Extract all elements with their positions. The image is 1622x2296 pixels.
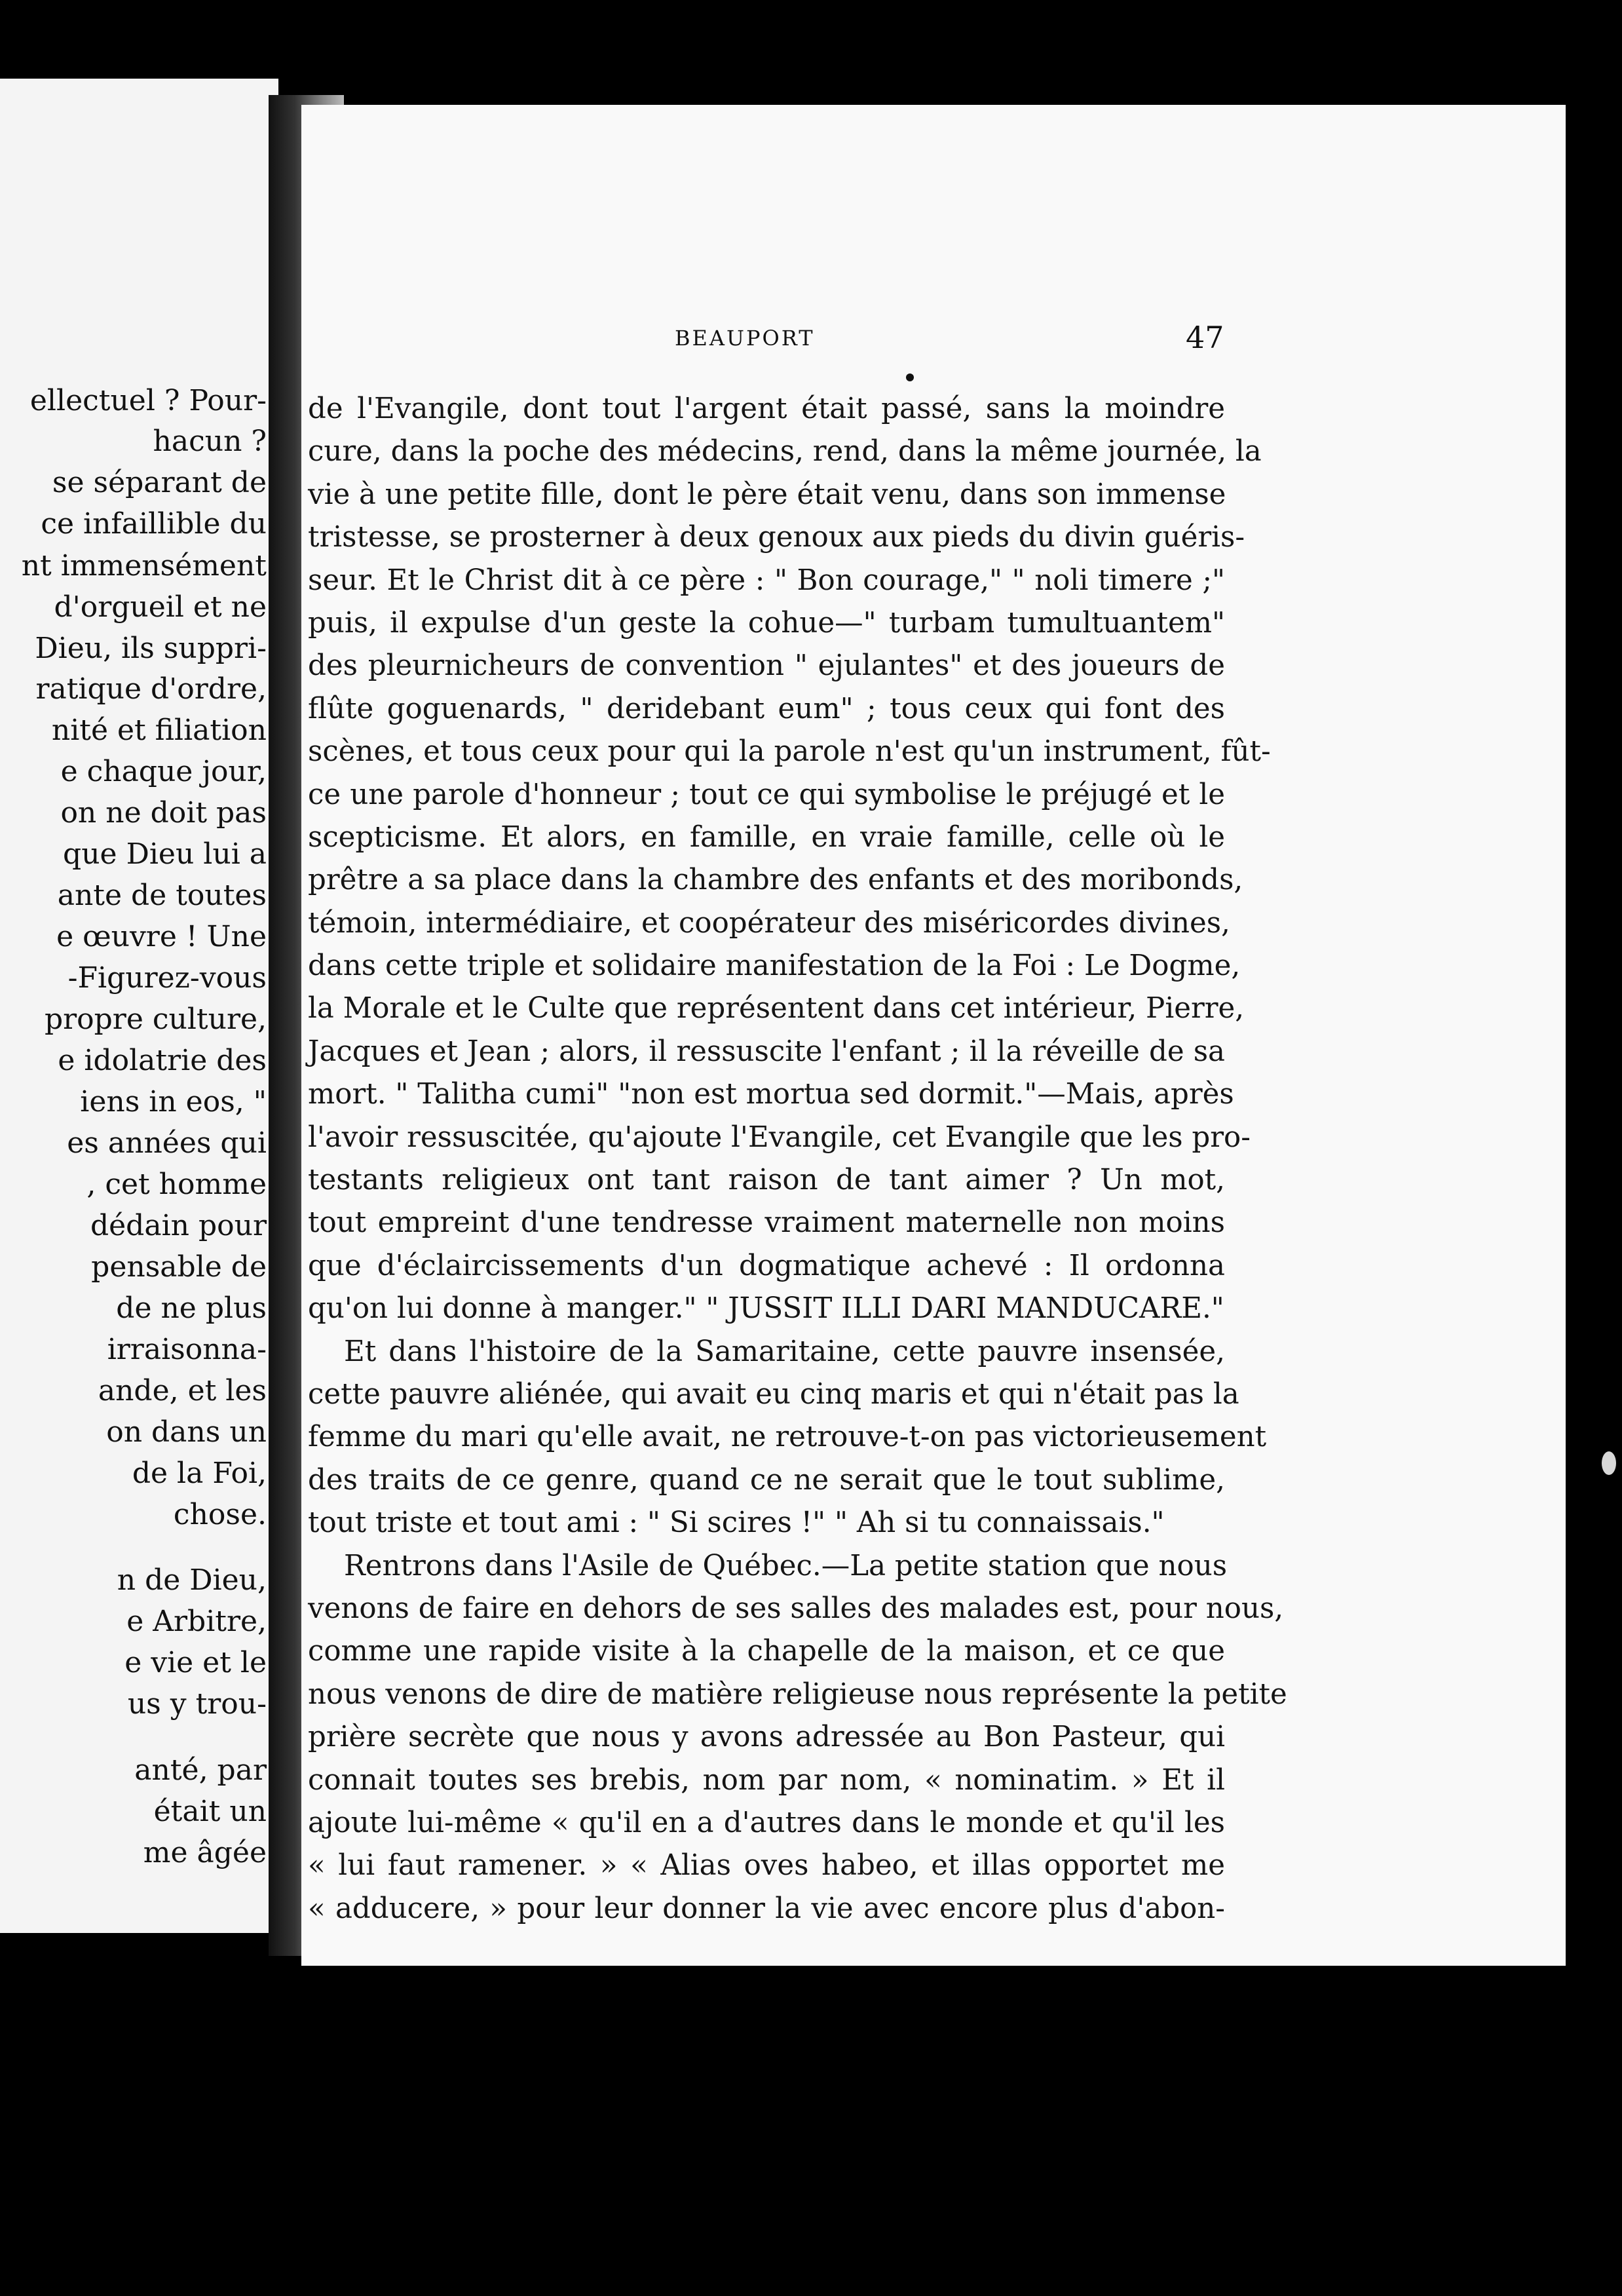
body-line: vie à une petite fille, dont le père était venu, dans son immense bbox=[308, 478, 1226, 511]
body-line: scepticisme. Et alors, en famille, en vraie famille, celle où le bbox=[308, 820, 1225, 854]
left-page-line: -Figurez-vous bbox=[67, 961, 267, 995]
left-page-line: que Dieu lui a bbox=[63, 837, 267, 871]
left-page-line: de la Foi, bbox=[132, 1457, 267, 1490]
body-line: des traits de ce genre, quand ce ne serait que le tout sublime, bbox=[308, 1463, 1225, 1497]
body-line: de l'Evangile, dont tout l'argent était passé, sans la moindre bbox=[308, 392, 1225, 425]
body-line: puis, il expulse d'un geste la cohue—" turbam tumultuantem" bbox=[308, 606, 1225, 640]
body-line: flûte goguenards, " deridebant eum" ; tous ceux qui font des bbox=[308, 692, 1225, 725]
scan-speck bbox=[1602, 1451, 1616, 1475]
left-page-line: hacun ? bbox=[153, 425, 267, 458]
body-line: testants religieux ont tant raison de tant aimer ? Un mot, bbox=[308, 1164, 1225, 1197]
body-line: Rentrons dans l'Asile de Québec.—La petite station que nous bbox=[344, 1549, 1228, 1582]
left-page-line: de ne plus bbox=[116, 1292, 267, 1325]
body-line: cure, dans la poche des médecins, rend, dans la même journée, la bbox=[308, 435, 1262, 469]
body-line: prière secrète que nous y avons adressée au Bon Pasteur, qui bbox=[308, 1721, 1225, 1754]
body-line: tout triste et tout ami : " Si scires !" " Ah si tu connaissais." bbox=[308, 1506, 1165, 1540]
left-page-line: iens in eos, " bbox=[80, 1085, 267, 1119]
left-page-line: dédain pour bbox=[90, 1209, 267, 1242]
left-page-line: était un bbox=[153, 1795, 267, 1828]
left-page-line: ce infaillible du bbox=[41, 507, 267, 541]
body-line: « lui faut ramener. » « Alias oves habeo, et illas opportet me bbox=[308, 1849, 1225, 1883]
body-line: nous venons de dire de matière religieuse nous représente la petite bbox=[308, 1677, 1287, 1711]
body-line: « adducere, » pour leur donner la vie avec encore plus d'abon- bbox=[308, 1892, 1225, 1925]
body-line: scènes, et tous ceux pour qui la parole n'est qu'un instrument, fût- bbox=[308, 735, 1271, 769]
left-page-line: n de Dieu, bbox=[117, 1563, 267, 1597]
left-page-line: e vie et le bbox=[124, 1646, 267, 1679]
left-page-line: es années qui bbox=[67, 1126, 267, 1160]
body-line: ajoute lui-même « qu'il en a d'autres dans le monde et qu'il les bbox=[308, 1806, 1225, 1839]
body-line: venons de faire en dehors de ses salles des malades est, pour nous, bbox=[308, 1592, 1284, 1625]
left-page-line: pensable de bbox=[91, 1250, 267, 1284]
left-page-line: on ne doit pas bbox=[60, 796, 267, 830]
body-line: la Morale et le Culte que représentent dans cet intérieur, Pierre, bbox=[308, 992, 1245, 1025]
body-line: Jacques et Jean ; alors, il ressuscite l'enfant ; il la réveille de sa bbox=[308, 1035, 1225, 1068]
left-page-line: , cet homme bbox=[86, 1168, 267, 1201]
body-line: témoin, intermédiaire, et coopérateur des miséricordes divines, bbox=[308, 906, 1230, 940]
left-page-line: irraisonna- bbox=[107, 1333, 267, 1366]
left-page-line: us y trou- bbox=[127, 1687, 267, 1721]
body-line: mort. " Talitha cumi" "non est mortua sed dormit."—Mais, après bbox=[308, 1078, 1234, 1111]
body-text bbox=[308, 388, 1287, 1930]
body-line: ce une parole d'honneur ; tout ce qui symbolise le préjugé et le bbox=[308, 778, 1225, 811]
left-page-line: ante de toutes bbox=[57, 879, 267, 912]
left-page-line: me âgée bbox=[143, 1836, 267, 1869]
page-number: 47 bbox=[1186, 320, 1224, 355]
left-page bbox=[0, 79, 278, 1933]
body-line: tristesse, se prosterner à deux genoux aux pieds du divin guéris- bbox=[308, 521, 1245, 554]
left-page-line: nt immensément bbox=[21, 549, 267, 583]
body-line: que d'éclaircissements d'un dogmatique achevé : Il ordonna bbox=[308, 1249, 1225, 1282]
left-page-line: e idolatrie des bbox=[58, 1044, 267, 1077]
left-page-line: ellectuel ? Pour- bbox=[29, 384, 267, 417]
body-line: l'avoir ressuscitée, qu'ajoute l'Evangile, cet Evangile que les pro- bbox=[308, 1120, 1251, 1154]
left-page-line: propre culture, bbox=[44, 1003, 267, 1036]
left-page-line: ratique d'ordre, bbox=[35, 672, 267, 706]
body-line: dans cette triple et solidaire manifestation de la Foi : Le Dogme, bbox=[308, 949, 1241, 983]
body-line: des pleurnicheurs de convention " ejulantes" et des joueurs de bbox=[308, 649, 1225, 683]
left-page-line: d'orgueil et ne bbox=[54, 590, 267, 624]
body-line: qu'on lui donne à manger." " JUSSIT ILLI DARI MANDUCARE." bbox=[308, 1292, 1224, 1326]
running-head: BEAUPORT bbox=[675, 326, 815, 351]
body-line: femme du mari qu'elle avait, ne retrouve-t-on pas victorieusement bbox=[308, 1421, 1267, 1454]
left-page-line: ande, et les bbox=[98, 1374, 267, 1407]
left-page-line: e Arbitre, bbox=[126, 1605, 267, 1638]
left-page-line: Dieu, ils suppri- bbox=[35, 632, 267, 665]
left-page-line: on dans un bbox=[106, 1415, 267, 1449]
body-line: prêtre a sa place dans la chambre des enfants et des moribonds, bbox=[308, 864, 1243, 897]
left-page-line: chose. bbox=[173, 1498, 267, 1531]
left-page-line: e œuvre ! Une bbox=[56, 920, 267, 953]
printing-mark bbox=[906, 373, 914, 381]
left-page-line: e chaque jour, bbox=[60, 755, 267, 788]
left-page-line: nité et filiation bbox=[51, 714, 267, 747]
body-line: Et dans l'histoire de la Samaritaine, cette pauvre insensée, bbox=[344, 1335, 1225, 1368]
body-line: cette pauvre aliénée, qui avait eu cinq maris et qui n'était pas la bbox=[308, 1377, 1239, 1411]
body-line: tout empreint d'une tendresse vraiment maternelle non moins bbox=[308, 1206, 1225, 1240]
left-page-line: anté, par bbox=[134, 1753, 267, 1787]
body-line: connait toutes ses brebis, nom par nom, « nominatim. » Et il bbox=[308, 1763, 1225, 1797]
body-line: comme une rapide visite à la chapelle de la maison, et ce que bbox=[308, 1635, 1225, 1668]
left-page-line: se séparant de bbox=[52, 466, 267, 499]
body-line: seur. Et le Christ dit à ce père : " Bon courage," " noli timere ;" bbox=[308, 564, 1225, 597]
